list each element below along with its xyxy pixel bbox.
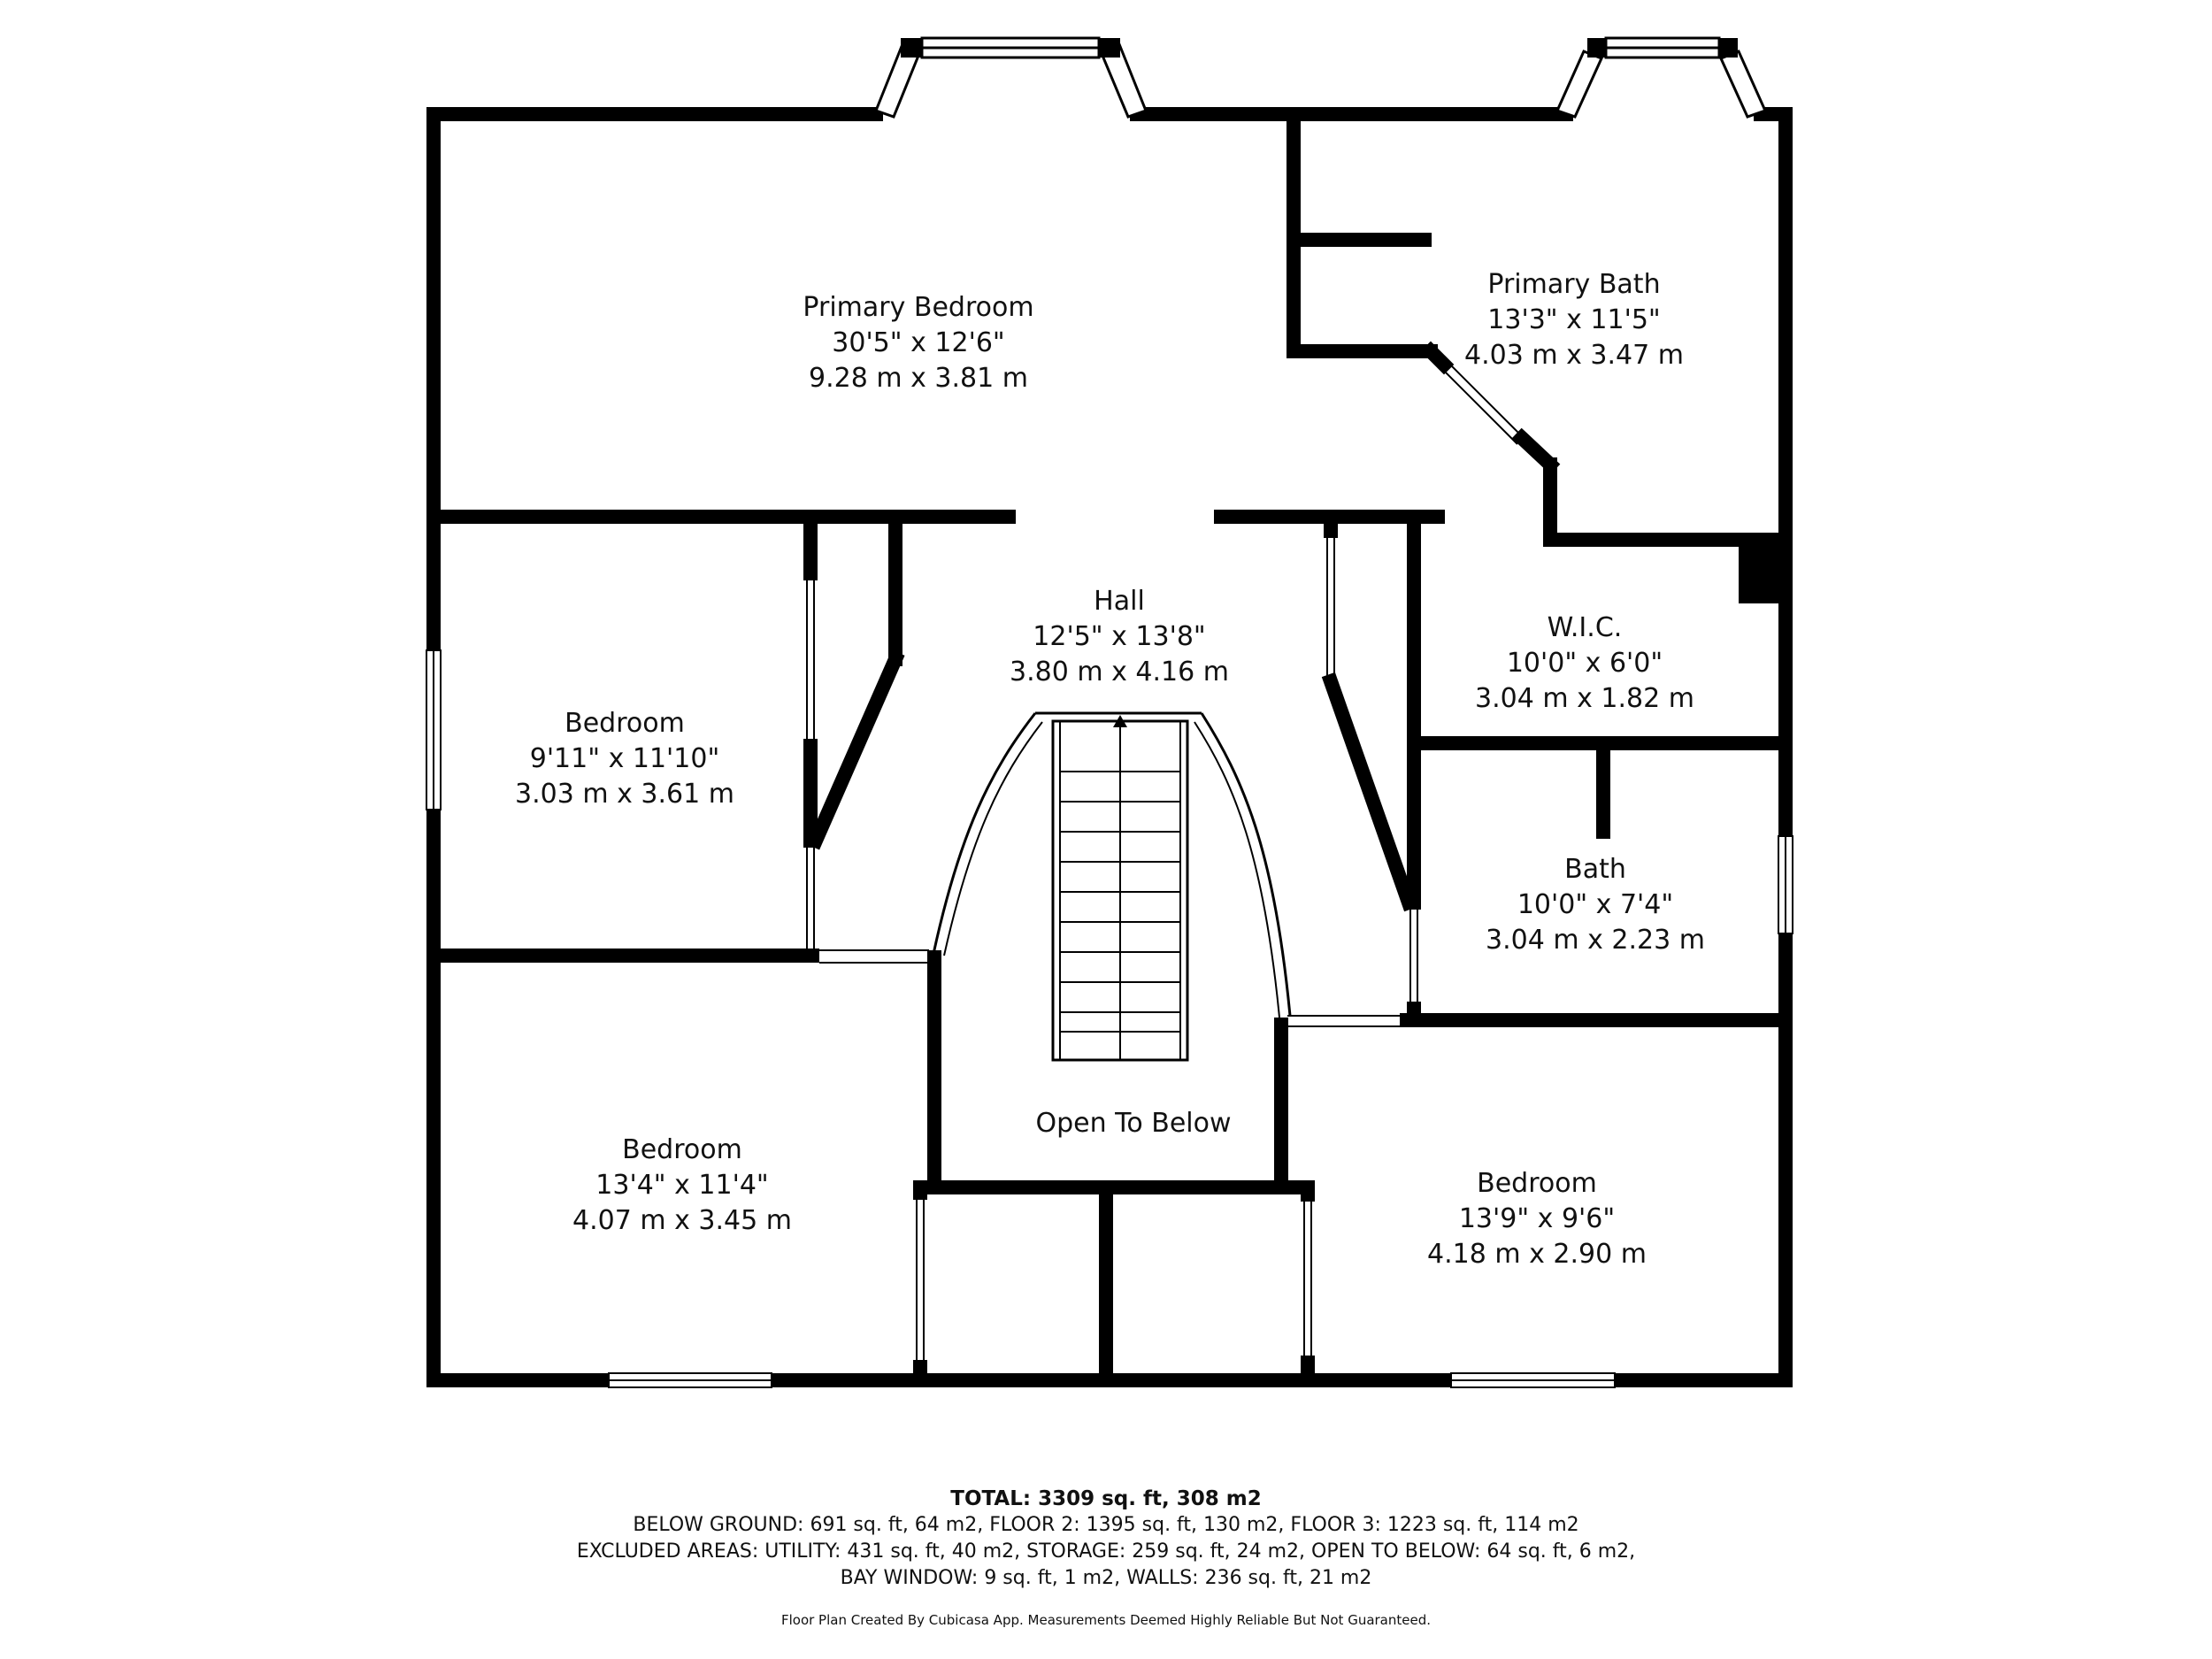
bottom-right-bedroom-door: [1287, 1016, 1407, 1026]
bottom-closet-right-door: [1304, 1194, 1311, 1363]
room-metric: 4.18 m x 2.90 m: [1427, 1239, 1647, 1270]
room-metric: 3.04 m x 2.23 m: [1486, 925, 1705, 956]
bay-window-right-side-b: [1721, 51, 1765, 117]
room-name: Bedroom: [622, 1134, 742, 1165]
room-metric: 4.07 m x 3.45 m: [572, 1205, 792, 1236]
bath-wall-diag-a: [1431, 351, 1444, 365]
bay-window-right-corner-b: [1718, 38, 1738, 58]
footer-line-1: BELOW GROUND: 691 sq. ft, 64 m2, FLOOR 2: 1395 sq. ft, 130 m2, FLOOR 3: 1223 sq. ft, 114 m2: [633, 1514, 1579, 1536]
staircase: [933, 713, 1290, 1060]
bay-window-left-corner-b: [1099, 38, 1120, 58]
room-imperial: 10'0" x 6'0": [1506, 648, 1663, 679]
left-closet-door-b: [807, 845, 814, 951]
room-metric: 9.28 m x 3.81 m: [809, 363, 1028, 394]
chimney-block: [1739, 541, 1779, 603]
right-closet-wall-diag: [1331, 681, 1409, 902]
bay-window-left-corner-a: [901, 38, 922, 58]
room-label-primary-bath: [1464, 267, 1684, 373]
left-closet-wall-diag: [816, 659, 895, 841]
left-closet-door: [807, 573, 814, 746]
room-label-wic: [1475, 611, 1694, 717]
stair-rail-left-outer: [933, 713, 1035, 954]
room-name: Primary Bath: [1487, 269, 1661, 300]
room-name: Primary Bedroom: [803, 292, 1034, 323]
room-imperial: 13'3" x 11'5": [1487, 304, 1661, 335]
room-name: Hall: [1094, 586, 1145, 617]
footer-total: TOTAL: 3309 sq. ft, 308 m2: [950, 1487, 1262, 1510]
right-closet-door: [1327, 531, 1334, 681]
room-name: Bedroom: [1477, 1168, 1597, 1199]
room-name: W.I.C.: [1547, 612, 1623, 643]
room-imperial: 30'5" x 12'6": [832, 327, 1005, 358]
bath-door: [1410, 902, 1417, 1009]
footer-line-3: BAY WINDOW: 9 sq. ft, 1 m2, WALLS: 236 sq. ft, 21 m2: [840, 1567, 1372, 1589]
stair-rail-left-inner: [944, 722, 1042, 956]
room-metric: 3.80 m x 4.16 m: [1010, 657, 1229, 687]
room-name: Bedroom: [565, 708, 685, 739]
room-metric: 3.03 m x 3.61 m: [515, 779, 734, 810]
room-metric: 3.04 m x 1.82 m: [1475, 683, 1694, 714]
left-bedroom-door: [819, 950, 929, 963]
room-metric: 4.03 m x 3.47 m: [1464, 340, 1684, 371]
room-imperial: 13'9" x 9'6": [1458, 1203, 1616, 1234]
wic-wall-stub: [1544, 511, 1556, 525]
room-imperial: 12'5" x 13'8": [1033, 621, 1206, 652]
room-label-bath: [1486, 852, 1705, 958]
bay-window-right-corner-a: [1587, 38, 1607, 58]
footer-disclaimer: Floor Plan Created By Cubicasa App. Measurements Deemed Highly Reliable But Not Guaranteed.: [780, 1612, 1432, 1628]
footer-line-2: EXCLUDED AREAS: UTILITY: 431 sq. ft, 40 m2, STORAGE: 259 sq. ft, 24 m2, OPEN TO BELOW: 64 sq. ft, 6 m2,: [576, 1540, 1636, 1563]
room-imperial: 10'0" x 7'4": [1517, 889, 1674, 920]
room-label-primary-bedroom: [803, 290, 1033, 396]
bottom-closet-left-door: [917, 1193, 924, 1367]
bay-window-right-side-a: [1557, 51, 1601, 117]
room-imperial: 9'11" x 11'10": [529, 743, 720, 774]
room-imperial: 13'4" x 11'4": [595, 1170, 769, 1201]
room-label-bedroom-bottom-right: [1427, 1166, 1647, 1272]
room-label-open-to-below: [1035, 1106, 1231, 1141]
room-name: Open To Below: [1035, 1108, 1232, 1139]
room-label-bedroom-bottom-left: [572, 1133, 792, 1239]
room-label-bedroom-left: [515, 706, 734, 812]
room-label-hall: [1010, 584, 1229, 690]
room-name: Bath: [1564, 854, 1626, 885]
